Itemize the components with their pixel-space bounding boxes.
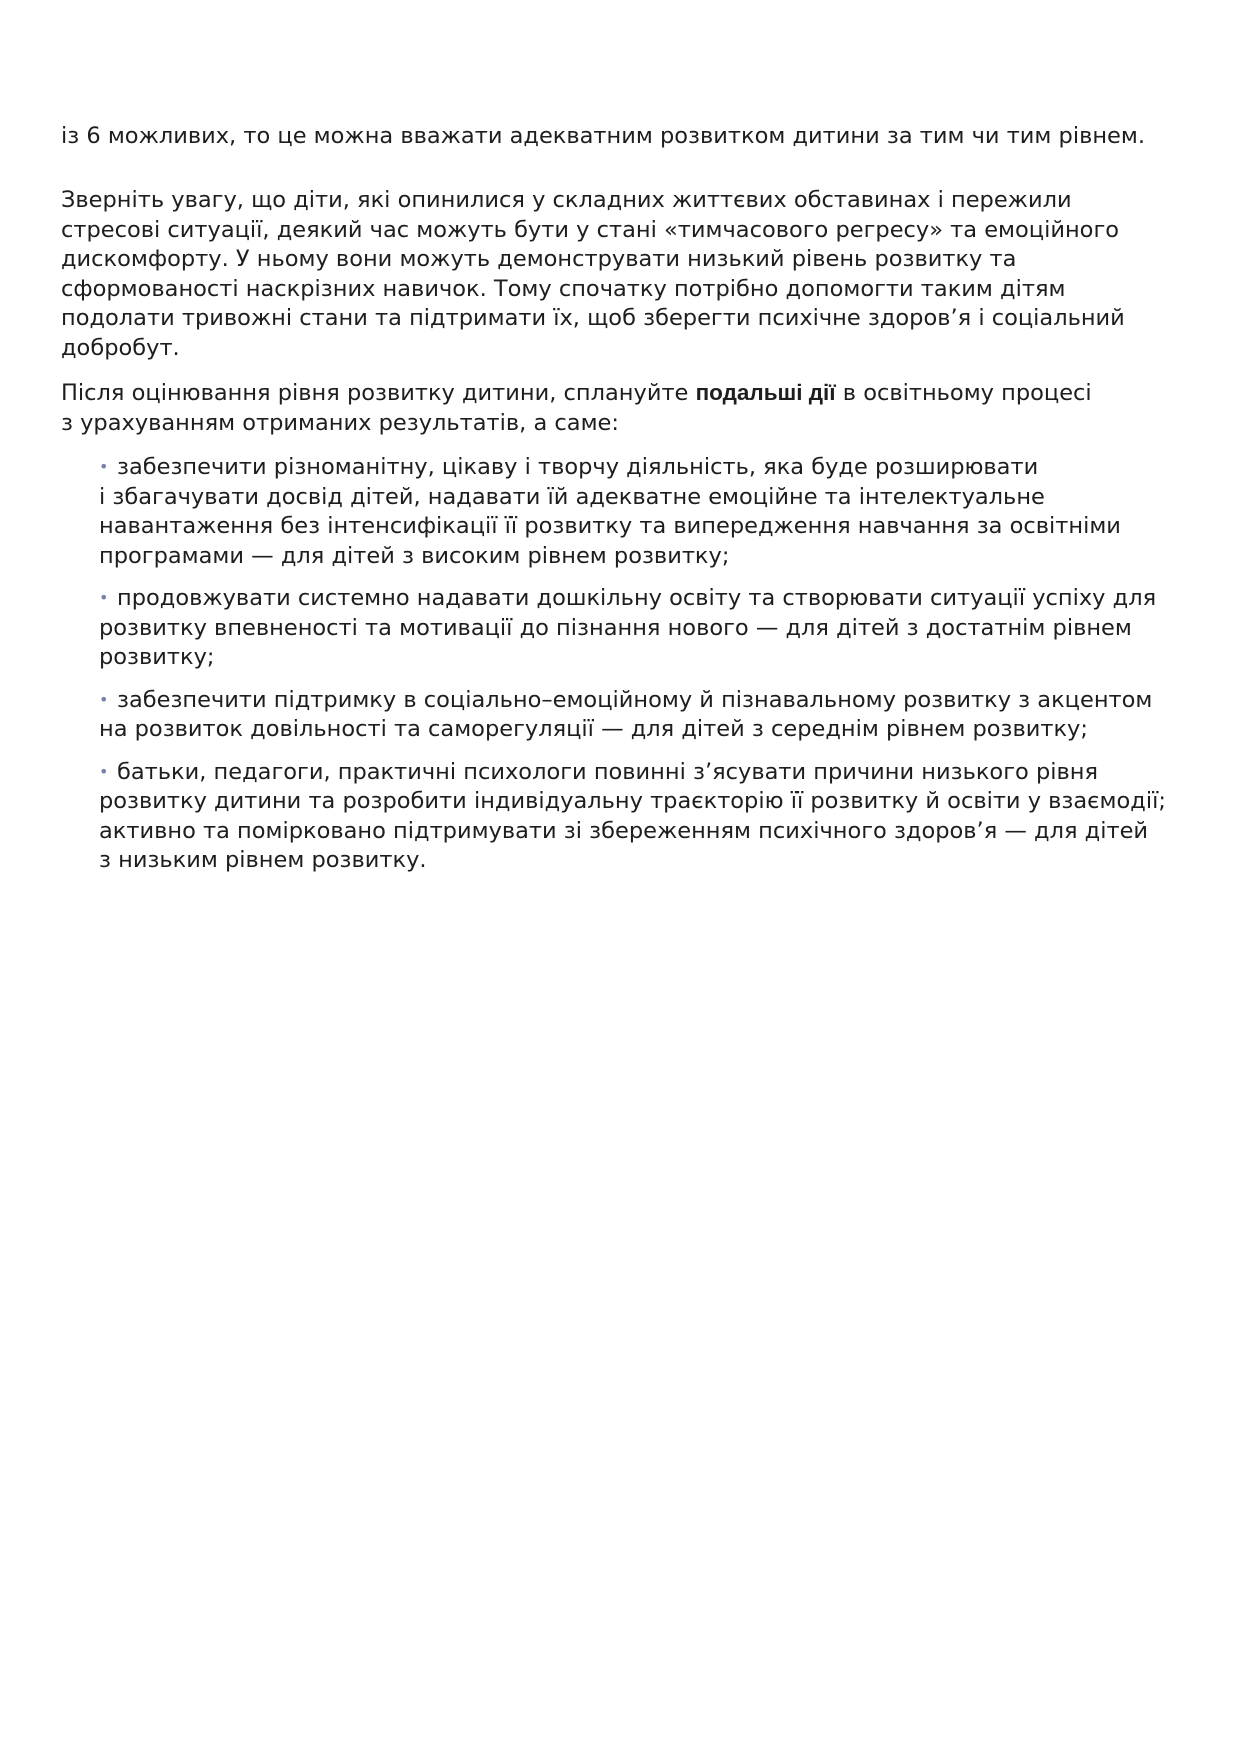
text-segment: в освітньому процесі	[835, 380, 1092, 406]
text-line: розвитку впевненості та мотивації до пізнання нового — для дітей з достатнім рівнем	[99, 614, 1132, 641]
emphasis-next-steps: подальші дії	[695, 380, 836, 405]
text-line: активно та помірковано підтримувати зі збереженням психічного здоров’я — для дітей	[99, 817, 1149, 844]
text-line: розвитку;	[99, 644, 215, 670]
text-line: і збагачувати досвід дітей, надавати їй адекватне емоційне та інтелектуальне	[99, 483, 1045, 510]
attention-paragraph	[61, 186, 1125, 363]
text-line: із 6 можливих, то це можна вважати адекватним розвитком дитини за тим чи тим рівнем.	[61, 123, 1146, 149]
text-segment: батьки, педагоги, практичні психологи повинні з’ясувати причини низького рівня	[117, 758, 1098, 785]
list-item	[99, 685, 1166, 745]
text-line: сформованості наскрізних навичок. Тому спочатку потрібно допомогти таким дітям	[61, 275, 1066, 302]
recommendations-list	[99, 452, 1166, 888]
text-line: стресові ситуації, деякий час можуть бути у стані «тимчасового регресу» та емоційного	[61, 216, 1120, 243]
text-line: з урахуванням отриманих результатів, а саме:	[61, 409, 619, 436]
text-line: програмами — для дітей з високим рівнем розвитку;	[99, 542, 730, 569]
text-line: навантаження без інтенсифікації її розвитку та випередження навчання за освітніми	[99, 513, 1121, 539]
bullet-icon: •	[99, 457, 109, 476]
list-item	[99, 452, 1166, 571]
intro-paragraph	[61, 122, 1145, 152]
next-steps-paragraph	[61, 378, 1092, 438]
text-line	[61, 378, 1092, 409]
bullet-icon: •	[99, 588, 109, 607]
text-segment: забезпечити різноманітну, цікаву і творчу діяльність, яка буде розширювати	[117, 454, 1039, 480]
text-segment: забезпечити підтримку в соціально–емоційному й пізнавальному розвитку з акцентом	[117, 686, 1153, 713]
text-line: розвитку дитини та розробити індивідуальну траєкторію її розвитку й освіти у взаємодії;	[99, 788, 1166, 814]
text-line	[99, 685, 1166, 716]
text-segment: продовжувати системно надавати дошкільну освіту та створювати ситуації успіху для	[117, 585, 1157, 611]
text-line: на розвиток довільності та саморегуляції — для дітей з середнім рівнем розвитку;	[99, 716, 1088, 742]
text-line: з низьким рівнем розвитку.	[99, 847, 427, 873]
text-segment: Після оцінювання рівня розвитку дитини, сплануйте	[61, 380, 696, 406]
text-line	[99, 757, 1166, 788]
text-line: добробут.	[61, 334, 180, 361]
list-item	[99, 757, 1166, 876]
bullet-icon: •	[99, 689, 109, 709]
bullet-icon: •	[99, 761, 109, 781]
text-line: Зверніть увагу, що діти, які опинилися у складних життєвих обставинах і пережили	[61, 187, 1072, 213]
list-item	[99, 583, 1166, 673]
text-line: дискомфорту. У ньому вони можуть демонструвати низький рівень розвитку та	[61, 246, 1017, 272]
text-line	[99, 452, 1166, 483]
text-line	[99, 583, 1166, 614]
text-line: подолати тривожні стани та підтримати їх, щоб зберегти психічне здоров’я і соціальний	[61, 305, 1125, 331]
